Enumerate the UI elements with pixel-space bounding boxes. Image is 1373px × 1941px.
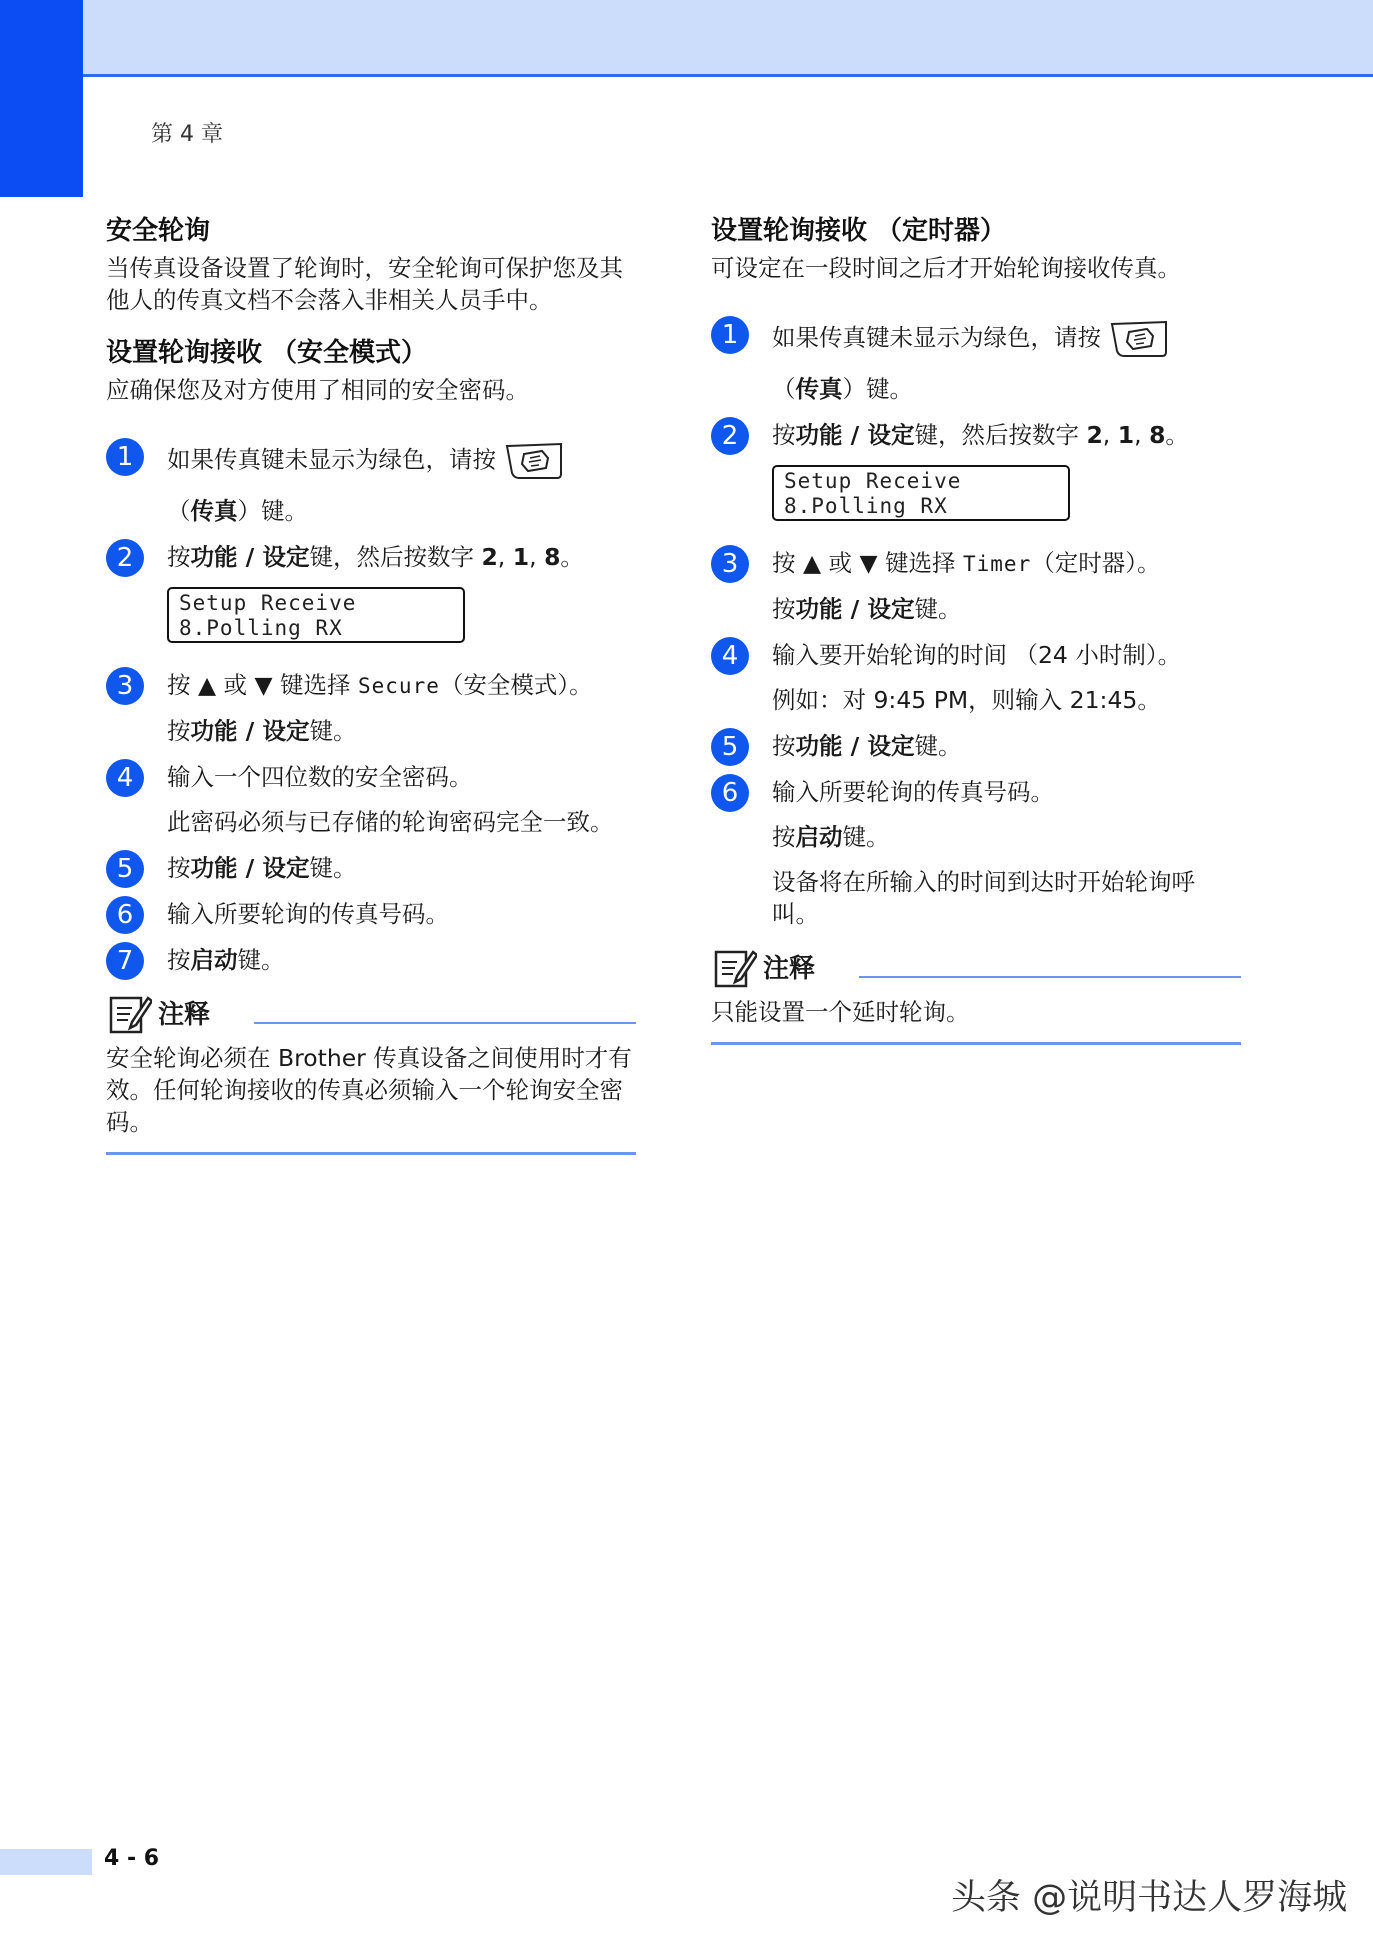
step-2: 2 按功能 / 设定键，然后按数字 2, 1, 8。 [711,419,1241,451]
lcd-line-1: Setup Receive [784,469,962,493]
left-column [106,210,636,1155]
chapter-label: 第 4 章 [151,122,223,147]
step-number: 2 [711,417,749,455]
fax-key-label: 传真 [795,375,843,403]
start-key-label: 启动 [190,946,238,974]
right-column [711,210,1241,1045]
step-6: 6 输入所要轮询的传真号码。 按启动键。 设备将在所输入的时间到达时开始轮询呼叫。 [711,776,1241,930]
header-rule [83,74,1373,77]
menu-option: Secure [358,674,440,698]
menu-key-label: 功能 / 设定 [795,421,915,449]
step-number: 3 [106,667,144,705]
step-1: 1 如果传真键未显示为绿色，请按 （传真）键。 [711,318,1241,405]
section-intro: 可设定在一段时间之后才开始轮询接收传真。 [711,254,1181,282]
note-rule [859,976,1241,978]
section-title: 安全轮询 [106,216,211,246]
lcd-line-1: Setup Receive [179,591,357,615]
lcd-line-2: 8.Polling RX [784,494,948,518]
step-2: 2 按功能 / 设定键，然后按数字 2, 1, 8。 [106,541,636,573]
step-number: 2 [106,539,144,577]
step-6: 6 输入所要轮询的传真号码。 [106,898,636,930]
step-4: 4 输入要开始轮询的时间 （24 小时制）。 例如：对 9:45 PM，则输入 21:45。 [711,639,1241,716]
fax-key-icon [504,440,564,482]
step-number: 7 [106,942,144,980]
note-end-rule [711,1042,1241,1045]
note-end-rule [106,1152,636,1155]
section-title: 设置轮询接收 （安全模式） [106,338,428,368]
note-body: 安全轮询必须在 Brother 传真设备之间使用时才有效。任何轮询接收的传真必须输入一个轮询安全密码。 [106,1044,632,1136]
page-number: 4 - 6 [104,1846,160,1871]
note-header [711,946,1241,992]
lcd-display [167,587,465,643]
step-number: 6 [106,896,144,934]
step-3: 3 按 ▲ 或 ▼ 键选择 Secure（安全模式）。 按功能 / 设定键。 [106,669,636,747]
step-text: 如果传真键未显示为绿色，请按 [772,323,1101,352]
note-title: 注释 [763,954,816,984]
step-1: 1 如果传真键未显示为绿色，请按 （传真）键。 [106,440,636,527]
section-intro: 应确保您及对方使用了相同的安全密码。 [106,376,529,404]
step-3: 3 按 ▲ 或 ▼ 键选择 Timer（定时器）。 按功能 / 设定键。 [711,547,1241,625]
menu-option: Timer [963,552,1032,576]
fax-key-label: 传真 [190,497,238,525]
step-number: 3 [711,545,749,583]
chapter-tab [0,0,83,197]
step-number: 4 [106,759,144,797]
fax-key-icon [1109,318,1169,360]
start-key-label: 启动 [795,823,843,851]
step-text: 如果传真键未显示为绿色，请按 [167,445,496,474]
step-number: 1 [106,438,144,476]
note-rule [254,1022,636,1024]
step-number: 4 [711,637,749,675]
step-number: 5 [711,728,749,766]
note-body: 只能设置一个延时轮询。 [711,998,970,1026]
step-5: 5 按功能 / 设定键。 [106,852,636,884]
step-number: 1 [711,316,749,354]
note-header [106,992,636,1038]
note-title: 注释 [158,1000,211,1030]
step-number: 6 [711,774,749,812]
note-pencil-icon [108,992,152,1036]
note-pencil-icon [713,946,757,990]
step-4: 4 输入一个四位数的安全密码。 此密码必须与已存储的轮询密码完全一致。 [106,761,636,838]
watermark: 头条 @说明书达人罗海城 [951,1878,1348,1918]
section-title: 设置轮询接收 （定时器） [711,216,1007,246]
step-5: 5 按功能 / 设定键。 [711,730,1241,762]
step-number: 5 [106,850,144,888]
lcd-display [772,465,1070,521]
footer-band [0,1849,92,1875]
lcd-line-2: 8.Polling RX [179,616,343,640]
step-7: 7 按启动键。 [106,944,636,976]
header-band [0,0,1373,75]
menu-key-label: 功能 / 设定 [190,543,310,571]
section-intro: 当传真设备设置了轮询时，安全轮询可保护您及其他人的传真文档不会落入非相关人员手中。 [106,254,623,314]
